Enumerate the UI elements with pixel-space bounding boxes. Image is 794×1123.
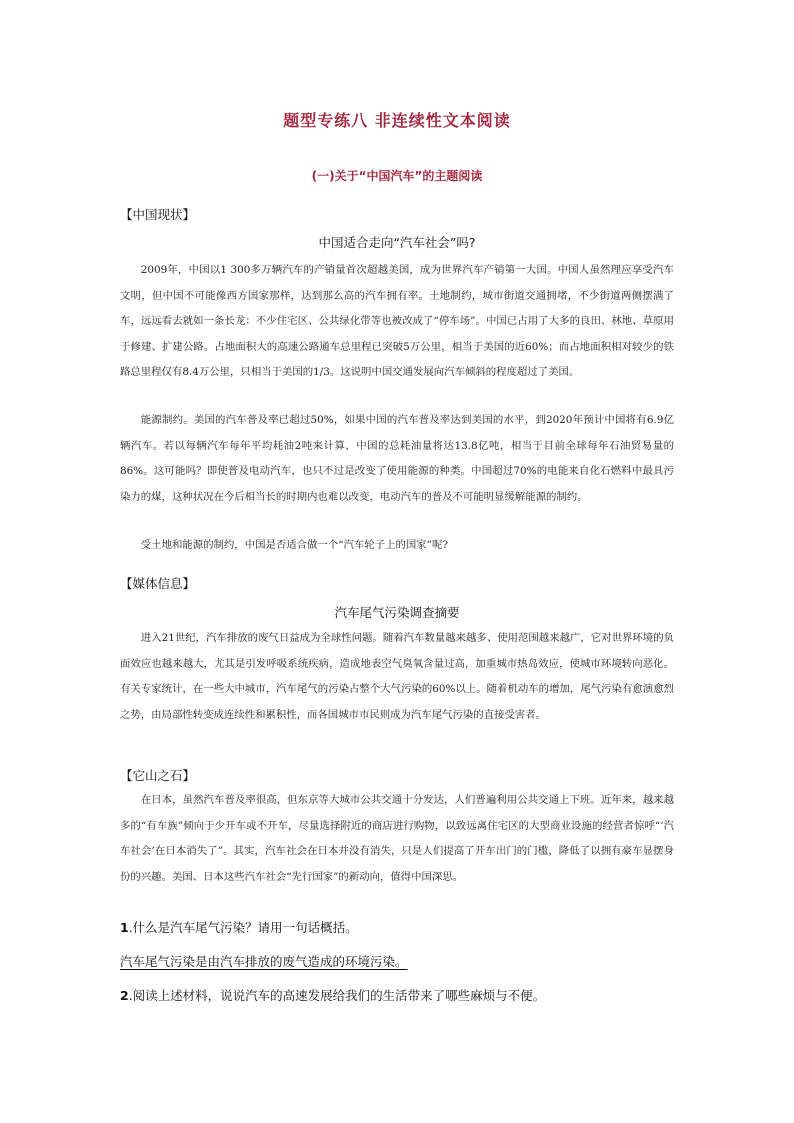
page-subtitle: (一)关于“中国汽车”的主题阅读 xyxy=(311,169,483,183)
paragraph-energy-constraint: 能源制约。美国的汽车普及率已超过50%，如果中国的汽车普及率达到美国的水平，到2020年预计中国将有6.9亿辆汽车。若以每辆汽车每年平均耗油2吨来计算，中国的总耗油量将达13.8亿吨，相当于目前全球每年石油贸易量的86%。这可能吗？即使普及电动汽车，也只不过是改变了使用能源的种类。中国超过70%的电能来自化石燃料中最具污染力的煤，这种状况在今后相当长的时期内也难以改变，电动汽车的普及不可能明显缓解能源的制约。 xyxy=(120,414,674,503)
question-2 xyxy=(120,986,674,1004)
section-label-china-status: 【中国现状】 xyxy=(120,207,196,222)
question-number: 1 xyxy=(120,920,129,935)
question-text: .阅读上述材料，说说汽车的高速发展给我们的生活带来了哪些麻烦与不便。 xyxy=(128,988,546,1003)
paragraph-land-constraint: 2009年，中国以1 300多万辆汽车的产销量首次超越美国，成为世界汽车产销第一大国。中国人虽然理应享受汽车文明，但中国不可能像西方国家那样，达到那么高的汽车拥有率。土地制约，城市街道交通拥堵，不少街道两侧摆满了车，远远看去就如一条长龙：不少住宅区、公共绿化带等也被改成了“停车场”。中国已占用了大多的良田、林地、草原用于修建、扩建公路。占地面积大的高速公路通车总里程已突破5万公里，相当于美国的近60%；而占地面积相对较少的铁路总里程仅有8.4万公里，只相当于美国的1/3。这说明中国交通发展向汽车倾斜的程度超过了美国。 xyxy=(120,264,674,379)
question-1 xyxy=(120,918,674,936)
question-number: 2 xyxy=(120,988,129,1003)
page-title: 题型专练八 非连续性文本阅读 xyxy=(283,111,511,130)
article-heading-china-status: 中国适合走向“汽车社会”吗? xyxy=(318,235,476,250)
section-label-media-info: 【媒体信息】 xyxy=(120,576,196,591)
paragraph-japan-example: 在日本，虽然汽车普及率很高，但东京等大城市公共交通十分发达，人们普遍利用公共交通上下班。近年来，越来越多的“有车族”倾向于少开车或不开车，尽量选择附近的商店进行购物，以致远离住宅区的大型商业设施的经营者惊呼“‘汽车社会’在日本消失了”。其实，汽车社会在日本并没有消失，只是人们提高了开车出门的门槛，降低了以拥有豪车显摆身份的兴趣。美国、日本这些汽车社会“先行国家”的新动向，值得中国深思。 xyxy=(120,794,674,883)
paragraph-exhaust-pollution: 进入21世纪，汽车排放的废气日益成为全球性问题。随着汽车数量越来越多、使用范围越来越广，它对世界环境的负面效应也越来越大，尤其是引发呼吸系统疾病，造成地表空气臭氧含量过高，加重城市热岛效应，使城市环境转向恶化。有关专家统计，在一些大中城市，汽车尾气的污染占整个大气污染的60%以上。随着机动车的增加，尾气污染有愈演愈烈之势，由局部性转变成连续性和累积性，而各国城市市民则成为汽车尾气污染的直接受害者。 xyxy=(120,632,674,721)
paragraph-conclusion-question: 受土地和能源的制约，中国是否适合做一个“汽车轮子上的国家”呢? xyxy=(140,539,448,551)
answer-1: 汽车尾气污染是由汽车排放的废气造成的环境污染。 xyxy=(120,954,408,969)
article-heading-media-info: 汽车尾气污染调查摘要 xyxy=(334,605,460,620)
question-text: .什么是汽车尾气污染？请用一句话概括。 xyxy=(128,920,358,935)
section-label-other-stone: 【它山之石】 xyxy=(120,768,196,783)
